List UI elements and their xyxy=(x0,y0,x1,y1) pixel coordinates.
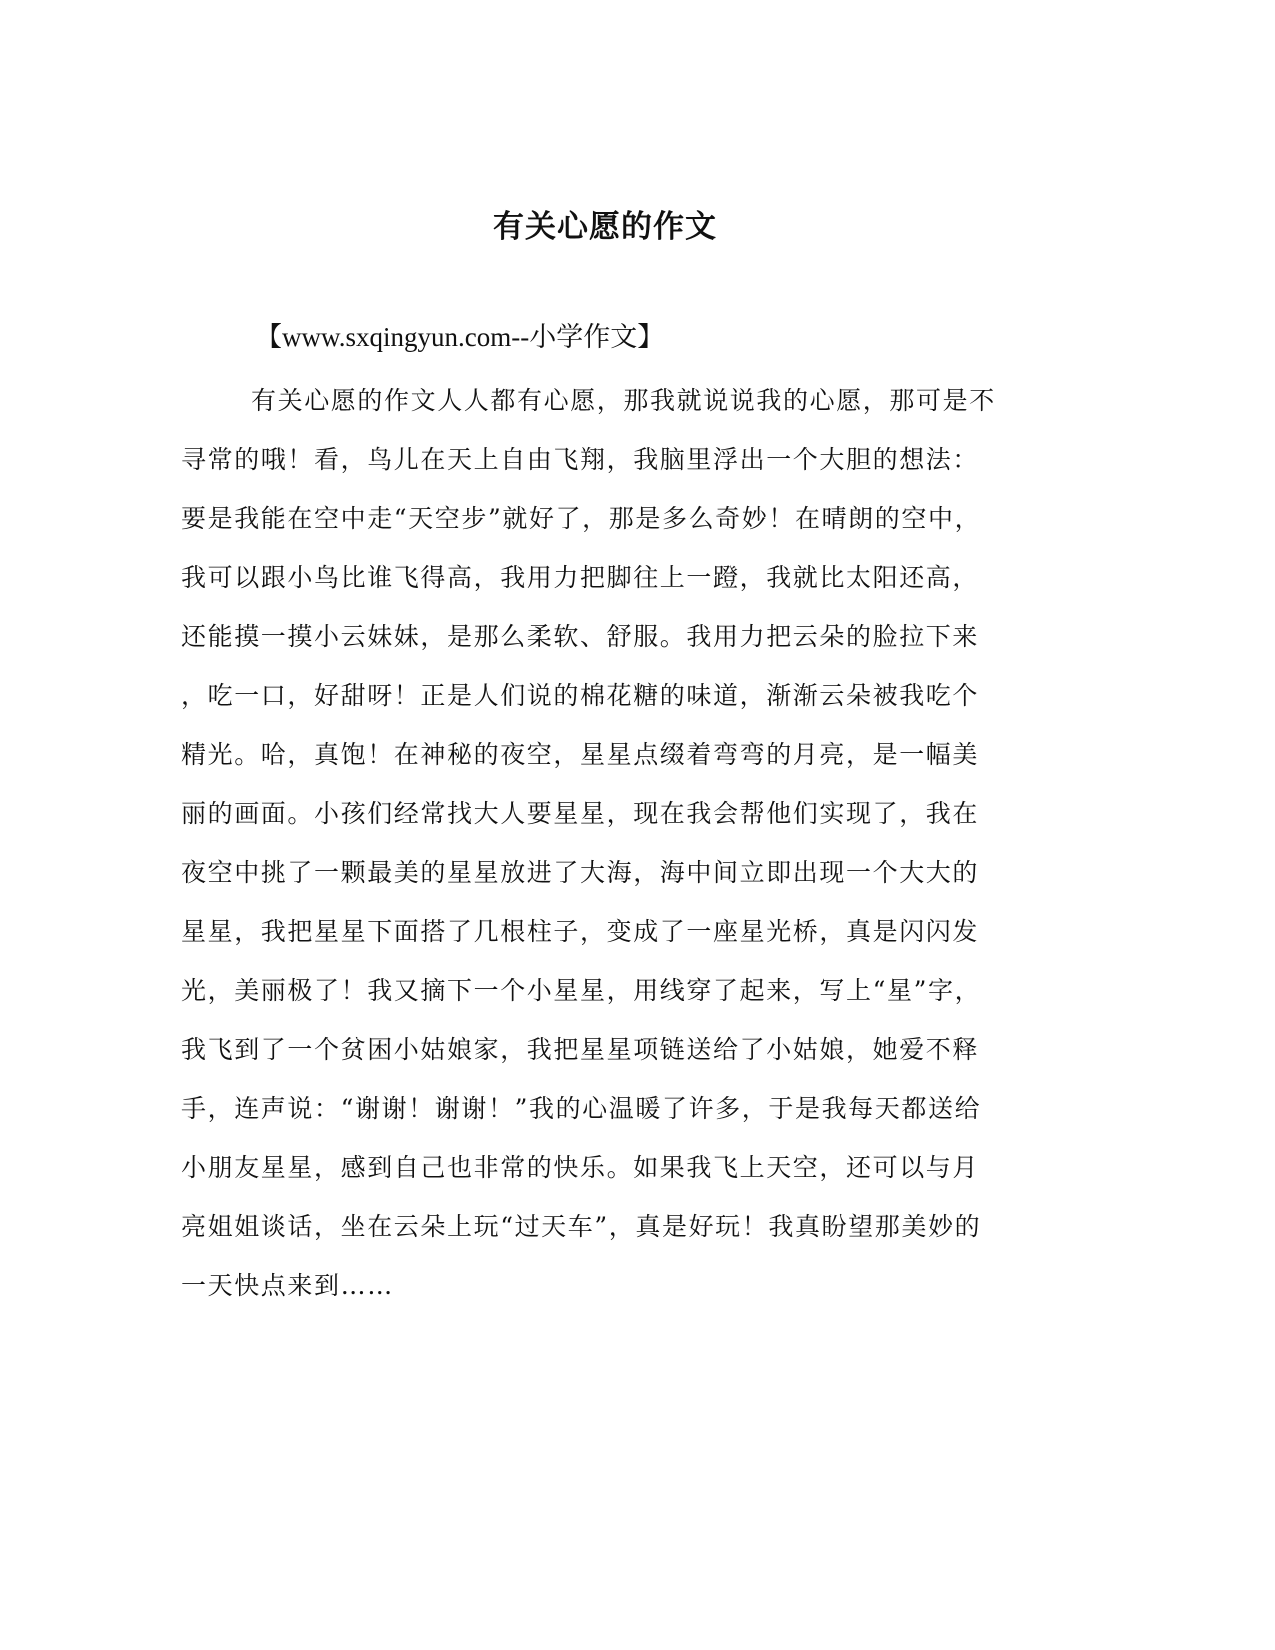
source-line: 【www.sxqingyun.com--小学作文】 xyxy=(255,322,665,352)
body-line: 寻常的哦！看，鸟儿在天上自由飞翔，我脑里浮出一个大胆的想法： xyxy=(181,445,980,474)
body-line: 我可以跟小鸟比谁飞得高，我用力把脚往上一蹬，我就比太阳还高， xyxy=(181,563,980,592)
body-line: 小朋友星星，感到自己也非常的快乐。如果我飞上天空，还可以与月 xyxy=(181,1153,980,1182)
body-line: 手，连声说：“谢谢！谢谢！”我的心温暖了许多，于是我每天都送给 xyxy=(181,1094,982,1123)
document-title: 有关心愿的作文 xyxy=(493,209,717,245)
body-line: 要是我能在空中走“天空步”就好了，那是多么奇妙！在晴朗的空中， xyxy=(181,504,982,533)
essay-body xyxy=(181,371,1026,1315)
body-line: 还能摸一摸小云妹妹，是那么柔软、舒服。我用力把云朵的脸拉下来 xyxy=(181,622,980,651)
body-line: 我飞到了一个贫困小姑娘家，我把星星项链送给了小姑娘，她爱不释 xyxy=(181,1035,980,1064)
body-line: 一天快点来到…… xyxy=(181,1271,394,1300)
body-line: 星星，我把星星下面搭了几根柱子，变成了一座星光桥，真是闪闪发 xyxy=(181,917,980,946)
body-line: 光，美丽极了！我又摘下一个小星星，用线穿了起来，写上“星”字， xyxy=(181,976,982,1005)
body-line: 有关心愿的作文人人都有心愿，那我就说说我的心愿，那可是不 xyxy=(251,386,996,415)
body-line: ，吃一口，好甜呀！正是人们说的棉花糖的味道，渐渐云朵被我吃个 xyxy=(181,681,980,710)
body-line: 丽的画面。小孩们经常找大人要星星，现在我会帮他们实现了，我在 xyxy=(181,799,980,828)
body-line: 亮姐姐谈话，坐在云朵上玩“过天车”，真是好玩！我真盼望那美妙的 xyxy=(181,1212,982,1241)
body-line: 夜空中挑了一颗最美的星星放进了大海，海中间立即出现一个大大的 xyxy=(181,858,980,887)
body-line: 精光。哈，真饱！在神秘的夜空，星星点缀着弯弯的月亮，是一幅美 xyxy=(181,740,980,769)
